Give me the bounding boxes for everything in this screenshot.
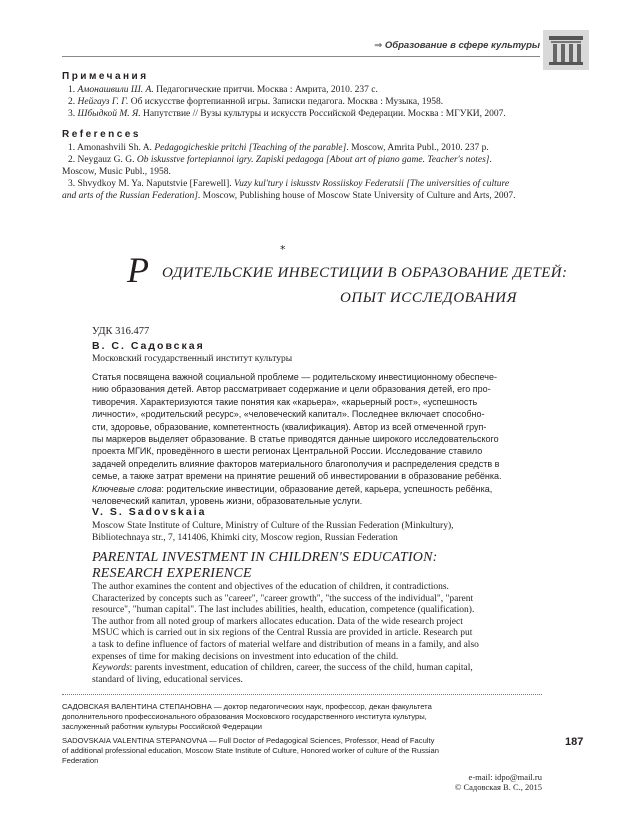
title-initial: Р bbox=[127, 250, 149, 290]
affiliation-ru: Московский государственный институт культуры bbox=[92, 354, 293, 364]
abstract-line: сти, здоровье, образование, компетентность (квалификация). Автор из всей отмеченной груп- bbox=[92, 421, 487, 432]
abstract-line: Статья посвящена важной социальной проблеме — родительскому инвестиционному обеспече- bbox=[92, 372, 497, 382]
abstract-en bbox=[92, 582, 544, 686]
running-title: Образование в сфере культуры bbox=[384, 40, 540, 51]
abstract-line: The author from all noted group of markers allocates education. Data of the wide research project bbox=[92, 616, 463, 627]
article-title-line2: ОПЫТ ИССЛЕДОВАНИЯ bbox=[340, 290, 518, 306]
page-number: 187 bbox=[565, 736, 584, 748]
abstract-line: a task to define influence of factors of material welfare and distribution of means in a family, and also bbox=[92, 639, 479, 650]
keywords-ru-cont: человеческий капитал, уровень жизни, образовательные услуги. bbox=[92, 496, 363, 507]
affiliation-en: Moscow State Institute of Culture, Ministry of Culture of the Russian Federation (Minkultury), Bibliotechnaya str., 7, 141406, Khimki city, Moscow region, Russian Federation bbox=[92, 521, 454, 543]
header-rule bbox=[62, 56, 540, 57]
abstract-line: The author examines the content and objectives of the education of children, it contradictions. bbox=[92, 582, 449, 592]
author-info-en: SADOVSKAIA VALENTINA STEPANOVNA — Full Doctor of Pedagogical Sciences, Professor, Head of Faculty of additional professional education, Moscow State Institute of Culture, Honored worker of culture of the Russian Federation bbox=[62, 736, 439, 765]
note-item: 3. Шбыдкой М. Я. Напутствие // Вузы культуры и искусств Российской Федерации. Москва : МГУКИ, 2007. bbox=[68, 109, 506, 119]
footnote-divider bbox=[62, 694, 542, 695]
abstract-line: семье, а также затрат времени на принятие решений об инвестировании в образование ребёнка. bbox=[92, 471, 502, 482]
abstract-line: Characterized by concepts such as "career", "career growth", "the success of the individual", "parent bbox=[92, 593, 474, 604]
notes-title: Примечания bbox=[62, 71, 149, 82]
running-header bbox=[330, 40, 540, 51]
references-list bbox=[62, 142, 542, 202]
note-author: Амонашвили Ш. А. bbox=[77, 85, 154, 95]
abstract-line: задачей определить влияние факторов материального благополучия и распределения средств в bbox=[92, 458, 500, 469]
journal-logo-icon bbox=[543, 30, 589, 70]
keywords-ru: Ключевые слова: родительские инвестиции, образование детей, карьера, успешность ребёнка, bbox=[92, 483, 493, 494]
abstract-line: тиворечия. Характеризуются такие понятия как «карьера», «карьерный рост», «успешность bbox=[92, 396, 478, 407]
reference-item: 1. Amonashvili Sh. A. Pedagogicheskie pritchi [Teaching of the parable]. Moscow, Amrita Publ., 2010. 237 p. bbox=[68, 143, 489, 153]
abstract-ru bbox=[92, 371, 544, 507]
udc-code: УДК 316.477 bbox=[92, 326, 150, 337]
note-item: 2. Нейгауз Г. Г. Об искусстве фортепианной игры. Записки педагога. Москва : Музыка, 1958. bbox=[68, 97, 444, 107]
email: e-mail: idpo@mail.ru bbox=[468, 772, 542, 782]
reference-item-cont: Moscow, Music Publ., 1958. bbox=[62, 167, 171, 177]
abstract-line: resource", "human capital". The last includes abilities, health, education, competence (qualification). bbox=[92, 605, 475, 616]
author-ru: В. С. Садовская bbox=[92, 340, 205, 352]
abstract-line: нию образования детей. Автор рассматривает содержание и цели образования детей, его про- bbox=[92, 384, 491, 395]
copyright: © Садовская В. С., 2015 bbox=[454, 782, 542, 792]
arrow-icon: ⇒ bbox=[374, 40, 383, 51]
author-en: V. S. Sadovskaia bbox=[92, 506, 207, 518]
keywords-ru-label: Ключевые слова bbox=[92, 483, 162, 494]
abstract-line: expenses of time for making decisions on investment into education of the child. bbox=[92, 651, 399, 662]
note-author: Нейгауз Г. Г. bbox=[77, 97, 129, 107]
keywords-en-label: Keywords bbox=[92, 663, 130, 674]
references-title: References bbox=[62, 129, 141, 140]
reference-item: 3. Shvydkoy M. Ya. Naputstvie [Farewell]. Vuzy kul'tury i iskusstv Rossiiskoy Federatsii [The universities of culture bbox=[68, 179, 510, 189]
notes-list bbox=[62, 84, 542, 120]
article-title-line1: ОДИТЕЛЬСКИЕ ИНВЕСТИЦИИ В ОБРАЗОВАНИЕ ДЕТЕЙ: bbox=[162, 265, 568, 281]
note-author: Шбыдкой М. Я. bbox=[77, 109, 141, 119]
abstract-line: MSUC which is carried out in six regions of the Central Russia are provided in article. Research put bbox=[92, 628, 473, 639]
reference-item-cont: and arts of the Russian Federation]. Moscow, Publishing house of Moscow State University of Culture and Arts, 2007. bbox=[62, 191, 516, 201]
abstract-line: личности», «родительский ресурс», «человеческий капитал». Последнее включает способно- bbox=[92, 409, 485, 420]
separator-star: * bbox=[280, 243, 286, 256]
abstract-line: пы маркеров выделяет образование. В статье приводятся данные широкого исследовательского bbox=[92, 434, 499, 445]
keywords-en-cont: standard of living, educational services. bbox=[92, 674, 243, 685]
article-title-en: PARENTAL INVESTMENT IN CHILDREN'S EDUCATION: RESEARCH EXPERIENCE bbox=[92, 550, 438, 581]
author-info-ru: САДОВСКАЯ ВАЛЕНТИНА СТЕПАНОВНА — доктор педагогических наук, профессор, декан факультета дополнительного профессионального образования Московского государственного института культуры, заслуженный работник культуры Российской Федерации bbox=[62, 702, 432, 731]
contact-block bbox=[340, 772, 542, 792]
note-item: 1. Амонашвили Ш. А. Педагогические притчи. Москва : Амрита, 2010. 237 с. bbox=[68, 85, 378, 95]
reference-item: 2. Neygauz G. G. Ob iskusstve fortepiannoi igry. Zapiski pedagoga [About art of piano game. Teacher's notes]. bbox=[68, 155, 492, 165]
abstract-line: проекта МГИК, проведённого в шести регионах Центральной России. Исследование ставило bbox=[92, 446, 483, 457]
keywords-en: Keywords: parents investment, education of children, career, the success of the child, human capital, bbox=[92, 663, 473, 674]
